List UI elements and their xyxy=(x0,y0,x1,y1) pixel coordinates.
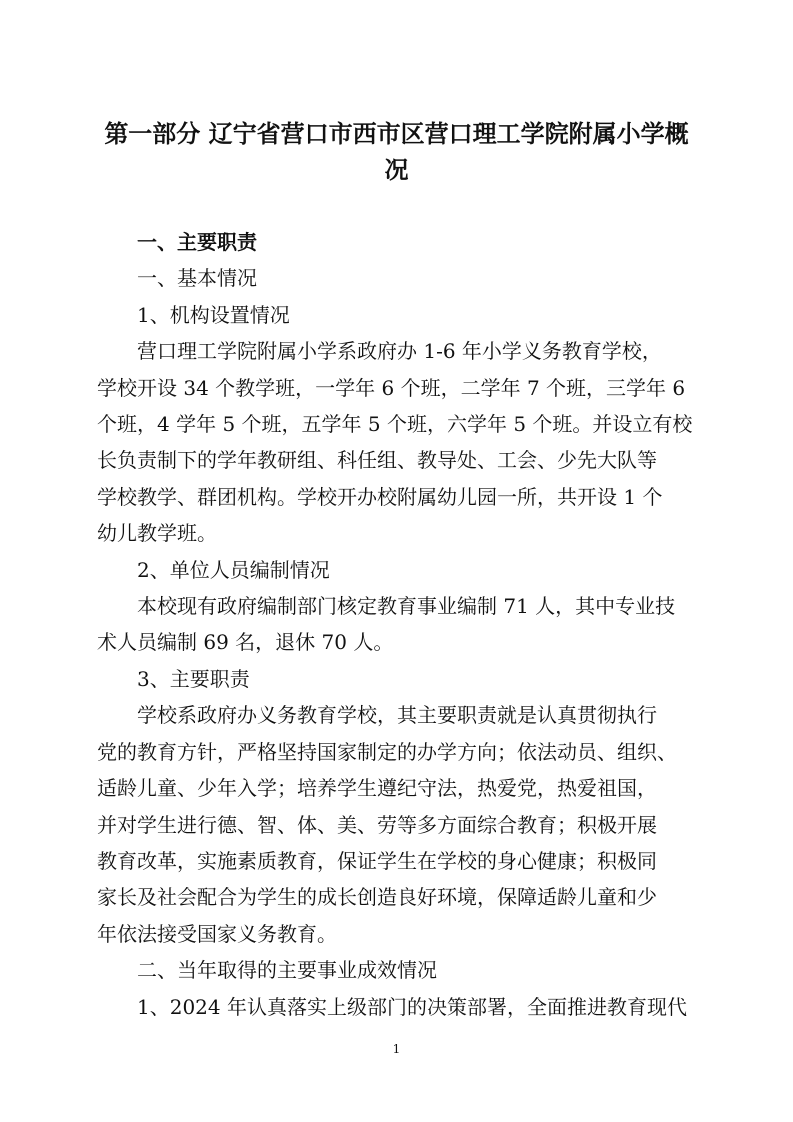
text-line: 家长及社会配合为学生的成长创造良好环境，保障适龄儿童和少 xyxy=(97,885,657,910)
section-heading: 一、主要职责 xyxy=(137,230,257,254)
text-line: 党的教育方针，严格坚持国家制定的办学方向；依法动员、组织、 xyxy=(97,739,677,764)
text-line: 二、当年取得的主要事业成效情况 xyxy=(137,958,437,983)
text-line: 个班，4 学年 5 个班，五学年 5 个班，六学年 5 个班。并设立有校 xyxy=(97,412,693,437)
text-line: 一、基本情况 xyxy=(137,266,257,291)
text-line: 1、机构设置情况 xyxy=(137,302,290,327)
document-title xyxy=(90,116,703,188)
text-line: 1、2024 年认真落实上级部门的决策部署，全面推进教育现代 xyxy=(137,994,687,1019)
text-line: 教育改革，实施素质教育，保证学生在学校的身心健康；积极同 xyxy=(97,848,657,873)
text-line: 术人员编制 69 名，退休 70 人。 xyxy=(97,630,394,655)
body-text xyxy=(97,224,697,1025)
text-line: 年依法接受国家义务教育。 xyxy=(97,921,337,946)
title-line-2: 况 xyxy=(384,155,409,184)
text-line: 并对学生进行德、智、体、美、劳等多方面综合教育；积极开展 xyxy=(97,812,657,837)
text-line: 学校系政府办义务教育学校，其主要职责就是认真贯彻执行 xyxy=(137,703,657,728)
text-line: 学校教学、群团机构。学校开办校附属幼儿园一所，共开设 1 个 xyxy=(97,484,663,509)
text-line: 营口理工学院附属小学系政府办 1-6 年小学义务教育学校， xyxy=(137,339,662,364)
text-line: 2、单位人员编制情况 xyxy=(137,557,330,582)
text-line: 学校开设 34 个教学班，一学年 6 个班，二学年 7 个班，三学年 6 xyxy=(97,375,686,400)
text-line: 本校现有政府编制部门核定教育事业编制 71 人，其中专业技 xyxy=(137,594,676,619)
title-line-1: 第一部分 辽宁省营口市西市区营口理工学院附属小学概 xyxy=(104,119,689,148)
text-line: 3、主要职责 xyxy=(137,666,250,691)
page-number: 1 xyxy=(392,1042,401,1056)
text-line: 幼儿教学班。 xyxy=(97,521,217,546)
text-line: 适龄儿童、少年入学；培养学生遵纪守法，热爱党，热爱祖国， xyxy=(97,776,657,801)
text-line: 长负责制下的学年教研组、科任组、教导处、工会、少先大队等 xyxy=(97,448,657,473)
